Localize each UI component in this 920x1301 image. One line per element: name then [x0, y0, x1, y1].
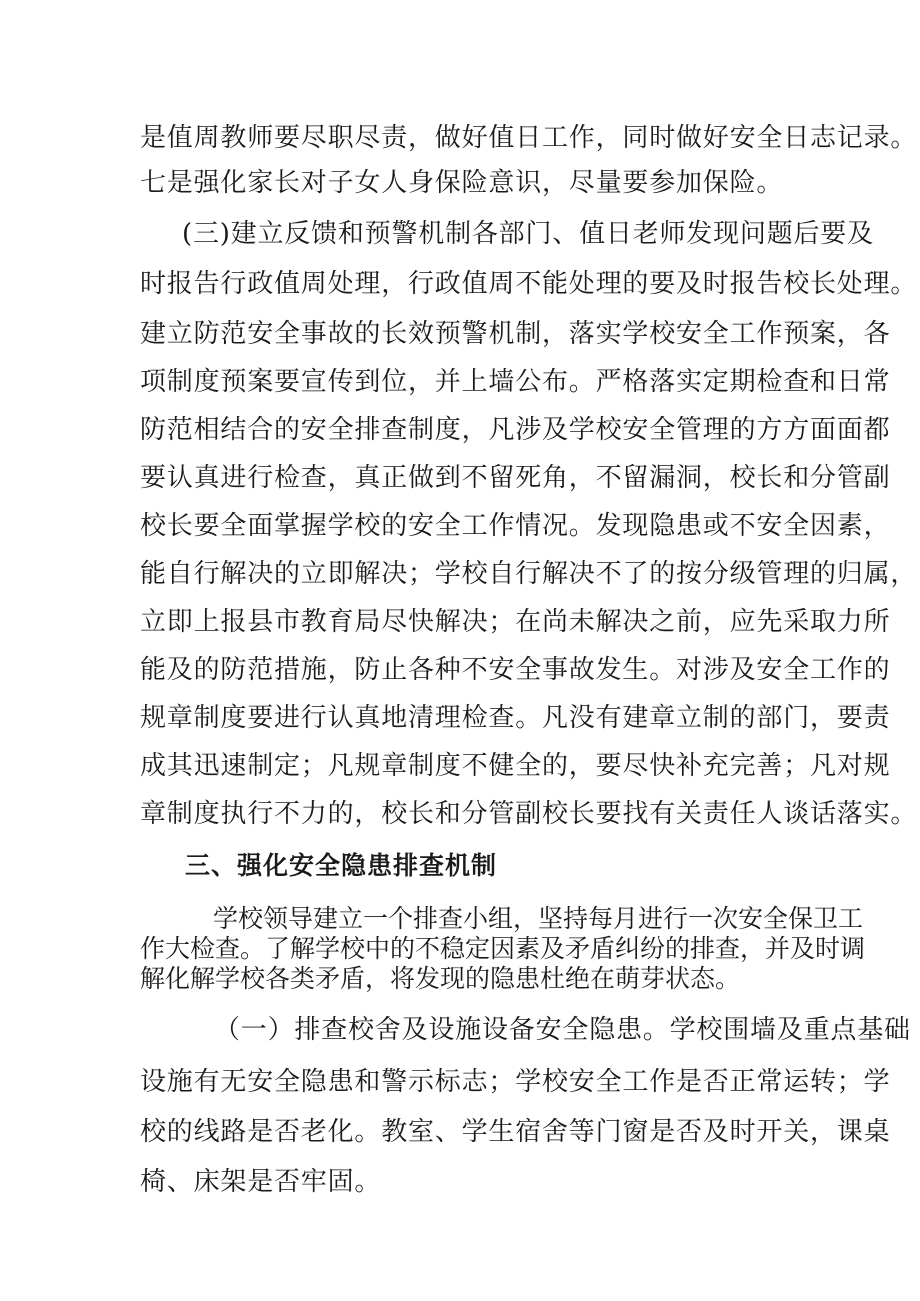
- paragraph-line: 作大检查。了解学校中的不稳定因素及矛盾纠纷的排查，并及时调: [140, 934, 866, 963]
- paragraph-line: 立即上报县市教育局尽快解决；在尚未解决之前，应先采取力所: [140, 607, 891, 637]
- paragraph-line: 学校领导建立一个排查小组，坚持每月进行一次安全保卫工: [213, 904, 864, 933]
- paragraph-line: 是值周教师要尽职尽责，做好值日工作，同时做好安全日志记录。: [140, 123, 918, 153]
- paragraph-line: （一）排查校舍及设施设备安全隐患。学校围墙及重点基础: [214, 1015, 911, 1045]
- paragraph-line: 项制度预案要宣传到位，并上墙公布。严格落实定期检查和日常: [140, 367, 891, 397]
- paragraph-line: 能及的防范措施，防止各种不安全事故发生。对涉及安全工作的: [140, 655, 891, 685]
- paragraph-line: 建立防范安全事故的长效预警机制，落实学校安全工作预案，各: [140, 319, 891, 349]
- paragraph-line: 椅、床架是否牢固。: [140, 1167, 382, 1197]
- paragraph-line: 能自行解决的立即解决；学校自行解决不了的按分级管理的归属，: [140, 559, 918, 589]
- paragraph-line: 校长要全面掌握学校的安全工作情况。发现隐患或不安全因素，: [140, 511, 891, 541]
- paragraph-line: 七是强化家长对子女人身保险意识，尽量要参加保险。: [140, 168, 784, 198]
- paragraph-line: (三)建立反馈和预警机制各部门、值日老师发现问题后要及: [182, 219, 874, 249]
- paragraph-line: 规章制度要进行认真地清理检查。凡没有建章立制的部门，要责: [140, 703, 891, 733]
- paragraph-line: 成其迅速制定；凡规章制度不健全的，要尽快补充完善；凡对规: [140, 751, 891, 781]
- paragraph-line: 章制度执行不力的，校长和分管副校长要找有关责任人谈话落实。: [140, 799, 918, 829]
- section-heading: 三、强化安全隐患排查机制: [185, 851, 498, 880]
- paragraph-line: 设施有无安全隐患和警示标志；学校安全工作是否正常运转；学: [140, 1067, 891, 1097]
- paragraph-line: 时报告行政值周处理，行政值周不能处理的要及时报告校长处理。: [140, 269, 918, 299]
- paragraph-line: 校的线路是否老化。教室、学生宿舍等门窗是否及时开关，课桌: [140, 1117, 891, 1147]
- paragraph-line: 防范相结合的安全排查制度，凡涉及学校安全管理的方方面面都: [140, 415, 891, 445]
- paragraph-line: 要认真进行检查，真正做到不留死角，不留漏洞，校长和分管副: [140, 463, 891, 493]
- paragraph-line: 解化解学校各类矛盾，将发现的隐患杜绝在萌芽状态。: [140, 964, 741, 993]
